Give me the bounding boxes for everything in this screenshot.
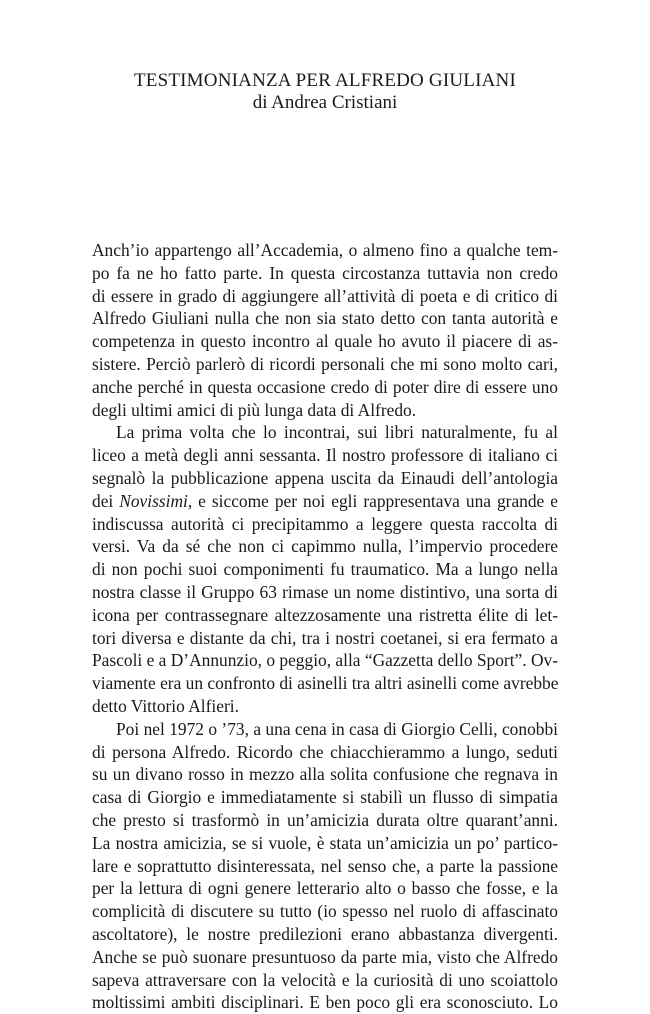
text-line: su un divano rosso in mezzo alla solita confusione che regnava in: [92, 764, 558, 785]
text-line: segnalò la pubblicazione appena uscita da Einaudi dell’antologia: [92, 467, 558, 488]
text-fragment: dei: [92, 490, 120, 511]
text-line: lare e soprattutto disinteressata, nel senso che, a parte la passione: [92, 855, 558, 876]
text-line: competenza in questo incontro al quale ho avuto il piacere di as-: [92, 331, 558, 352]
page-title: TESTIMONIANZA PER ALFREDO GIULIANI: [133, 70, 517, 91]
italic-title: Novissimi: [119, 490, 188, 511]
text-line: Anch’io appartengo all’Accademia, o almeno fino a qualche tem-: [92, 240, 558, 260]
text-line: di non pochi suoi componimenti fu traumatico. Ma a lungo nella: [92, 559, 558, 580]
text-line: Anche se può suonare presuntuoso da parte mia, visto che Alfredo: [92, 946, 558, 967]
body-text: [92, 239, 558, 1014]
text-line: po fa ne ho fatto parte. In questa circostanza tuttavia non credo: [92, 262, 558, 283]
text-line: per la lettura di ogni genere letterario alto o basso che fosse, e la: [92, 878, 558, 899]
text-line: di persona Alfredo. Ricordo che chiacchierammo a lungo, seduti: [92, 741, 558, 762]
text-line: icona per contrassegnare altezzosamente una ristretta élite di let-: [92, 604, 558, 625]
text-line: La nostra amicizia, se si vuole, è stata un’amicizia un po’ partico-: [92, 832, 558, 853]
text-line: liceo a metà degli anni sessanta. Il nostro professore di italiano ci: [92, 445, 558, 466]
text-line: Pascoli e a D’Annunzio, o peggio, alla “Gazzetta dello Sport”. Ov-: [92, 650, 559, 671]
text-line: La prima volta che lo incontrai, sui libri naturalmente, fu al: [116, 422, 558, 443]
text-line: degli ultimi amici di più lunga data di Alfredo.: [92, 399, 417, 420]
author-byline: di Andrea Cristiani: [252, 92, 398, 113]
text-line: anche perché in questa occasione credo di poter dire di essere uno: [92, 376, 558, 397]
text-line: indiscussa autorità ci precipitammo a leggere questa raccolta di: [92, 513, 558, 534]
text-line: casa di Giorgio e immediatamente si stabilì un flusso di simpatia: [92, 787, 558, 808]
text-line-with-italic: [92, 490, 558, 513]
text-line: moltissimi ambiti disciplinari. E ben poco gli era sconosciuto. Lo: [92, 992, 558, 1013]
text-line: viamente era un confronto di asinelli tra altri asinelli come avrebbe: [92, 673, 559, 694]
text-line: sapeva attraversare con la velocità e la curiosità di uno scoiattolo: [92, 969, 558, 990]
text-line: sistere. Perciò parlerò di ricordi personali che mi sono molto cari,: [92, 353, 558, 374]
text-line: complicità di discutere su tutto (io spesso nel ruolo di affascinato: [92, 901, 558, 922]
text-line: ascoltatore), le nostre predilezioni erano abbastanza divergenti.: [92, 923, 558, 944]
text-line: detto Vittorio Alfieri.: [92, 695, 239, 716]
text-line: Alfredo Giuliani nulla che non sia stato detto con tanta autorità e: [92, 308, 558, 329]
text-line: nostra classe il Gruppo 63 rimase un nome distintivo, una sorta di: [92, 581, 558, 602]
text-line: Poi nel 1972 o ’73, a una cena in casa di Giorgio Celli, conobbi: [116, 718, 558, 739]
text-fragment: , e siccome per noi egli rappresentava una grande e: [187, 490, 558, 511]
text-line: versi. Va da sé che non ci capimmo nulla, l’impervio procedere: [92, 536, 558, 557]
text-line: che presto si trasformò in un’amicizia durata oltre quarant’anni.: [92, 809, 558, 830]
text-line: tori diversa e distante da chi, tra i nostri coetanei, si era fermato a: [92, 627, 558, 648]
text-line: di essere in grado di aggiungere all’attività di poeta e di critico di: [92, 285, 558, 306]
